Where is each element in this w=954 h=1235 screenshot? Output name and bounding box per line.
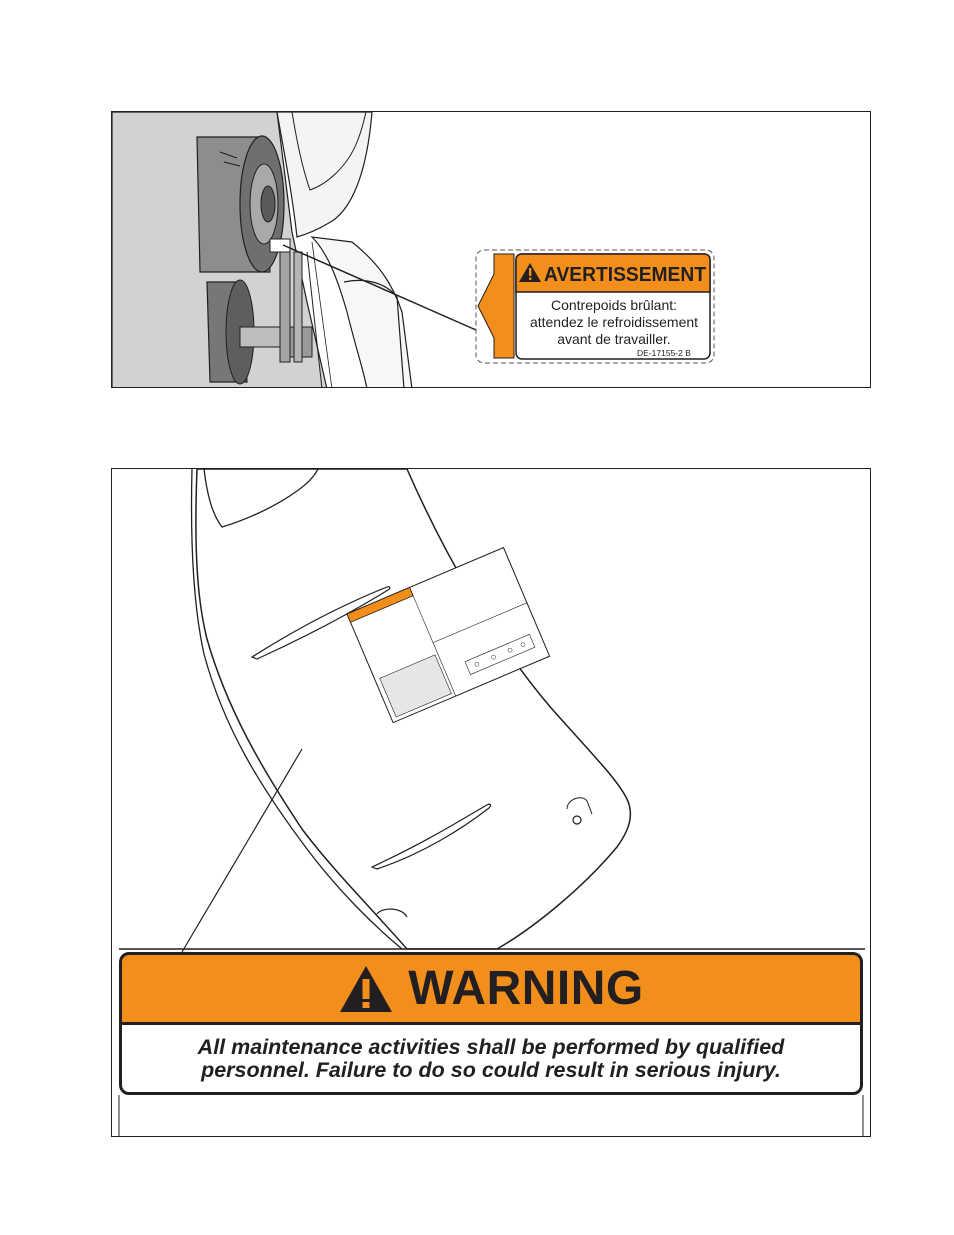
machine-illustration-top [112,112,871,388]
counterweight-decal-figure [111,111,871,388]
decal-line-2: attendez le refroidissement [529,314,699,330]
maintenance-warning-figure [111,468,871,1137]
decal-line-1: Contrepoids brûlant: [550,297,678,313]
warning-line-1: All maintenance activities shall be performed by qualified [197,1034,785,1059]
warning-triangle-icon [338,964,394,1014]
warning-sign-body [119,1022,863,1095]
warning-line-2: personnel. Failure to do so could result in serious injury. [201,1057,781,1082]
decal-code: DE-17155-2 B [637,348,691,358]
warning-sign [119,952,863,1095]
decal-line-3: avant de travailler. [557,331,671,347]
warning-title: WARNING [408,962,644,1015]
decal-header: AVERTISSEMENT [544,264,706,286]
warning-sign-header [119,952,863,1022]
